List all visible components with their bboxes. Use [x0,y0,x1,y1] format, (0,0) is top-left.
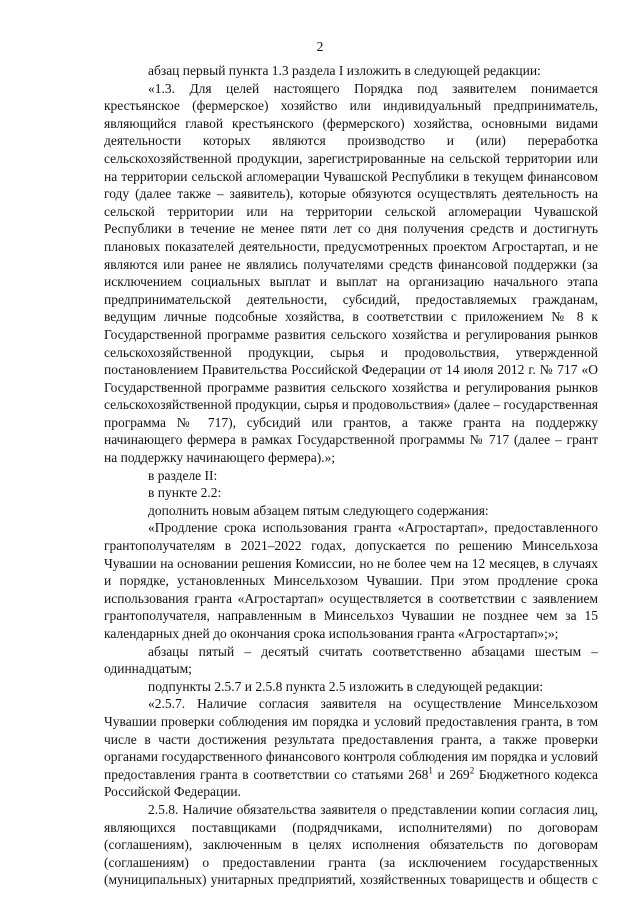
paragraph-2-5-7 [104,695,598,801]
paragraph-text: «2.5.7. Наличие согласия заявителя на осуществление Минсельхозом Чувашии проверки соблюдения им порядка и условий предоставления гранта, в том числе в части достижения результата предоставления гранта, а также проверки органами государственного финансового контроля соблюдения им порядка и условий предоставления гранта в соответствии со статьями 268 [104,696,598,782]
paragraph: подпункты 2.5.7 и 2.5.8 пункта 2.5 изложить в следующей редакции: [148,678,544,694]
paragraph: дополнить новым абзацем пятым следующего содержания: [148,502,489,518]
superscript: 2 [469,765,475,776]
paragraph: абзац первый пункта 1.3 раздела I изложить в следующей редакции: [148,63,541,78]
paragraph: «Продление срока использования гранта «Агростартап», предоставленного грантополучателям в 2021–2022 годах, допускается по решению Минсельхоза Чувашии на основании решения Комиссии, но не более чем на 12 месяцев, в случаях и порядке, установленных Минсельхозом Чувашии. При этом продление срока использования гранта «Агростартап» осуществляется в соответствии с заявлением грантополучателя, направленным в Минсельхоз Чувашии не позднее чем за 15 календарных дней до окончания срока использования гранта «Агростартап»;»; [104,520,598,641]
paragraph-text: Бюджетного кодекса Российской Федерации. [104,766,598,800]
document-body [104,62,598,889]
paragraph-2-5-8: 2.5.8. Наличие обязательства заявителя о представлении копии согласия лиц, являющихся поставщиками (подрядчиками, исполнителями) по договорам (соглашениям), заключенным в целях исполнения обязательств по договорам (соглашениям) о предоставлении гранта (за исключением государственных (муниципальных) унитарных предприятий, хозяйственных товариществ и обществ с [104,801,598,888]
page-number: 2 [316,39,324,54]
paragraph-text: и 269 [432,766,470,782]
paragraph: в пункте 2.2: [148,485,222,501]
paragraph: абзацы пятый – десятый считать соответственно абзацами шестым – одиннадцатым; [104,643,598,677]
paragraph: «1.3. Для целей настоящего Порядка под заявителем понимается крестьянское (фермерское) хозяйство или индивидуальный предприниматель, являющийся главой крестьянского (фермерского) хозяйства, основными видами деятельности которых являются производство и (или) переработка сельскохозяйственной продукции, зарегистрированные на сельской территории или на территории сельской агломерации Чувашской Республики в текущем финансовом году (далее также – заявитель), которые обязуются осуществлять деятельность на сельской территории или на территории сельской агломерации Чувашской Республики в течение не менее пяти лет со дня получения средств и достигнуть плановых показателей деятельности, предусмотренных проектом Агростартап, и не являются или ранее не являлись получателями средств финансовой поддержки (за исключением социальных выплат и выплат на организацию начального этапа предпринимательской деятельности, субсидий, предоставляемых гражданам, ведущим личные подсобные хозяйства, в соответствии с приложением № 8 к Государственной программе развития сельского хозяйства и регулирования рынков сельскохозяйственной продукции, сырья и продовольствия, утвержденной постановлением Правительства Российской Федерации от 14 июля 2012 г. № 717 «О Государственной программе развития сельского хозяйства и регулирования рынков сельскохозяйственной продукции, сырья и продовольствия» (далее – государственная программа № 717), субсидий или грантов, а также гранта на поддержку начинающего фермера в рамках Государственной программы № 717 (далее – грант на поддержку начинающего фермера).»; [104,80,598,466]
paragraph: в разделе II: [148,467,218,483]
superscript: 1 [428,765,433,776]
